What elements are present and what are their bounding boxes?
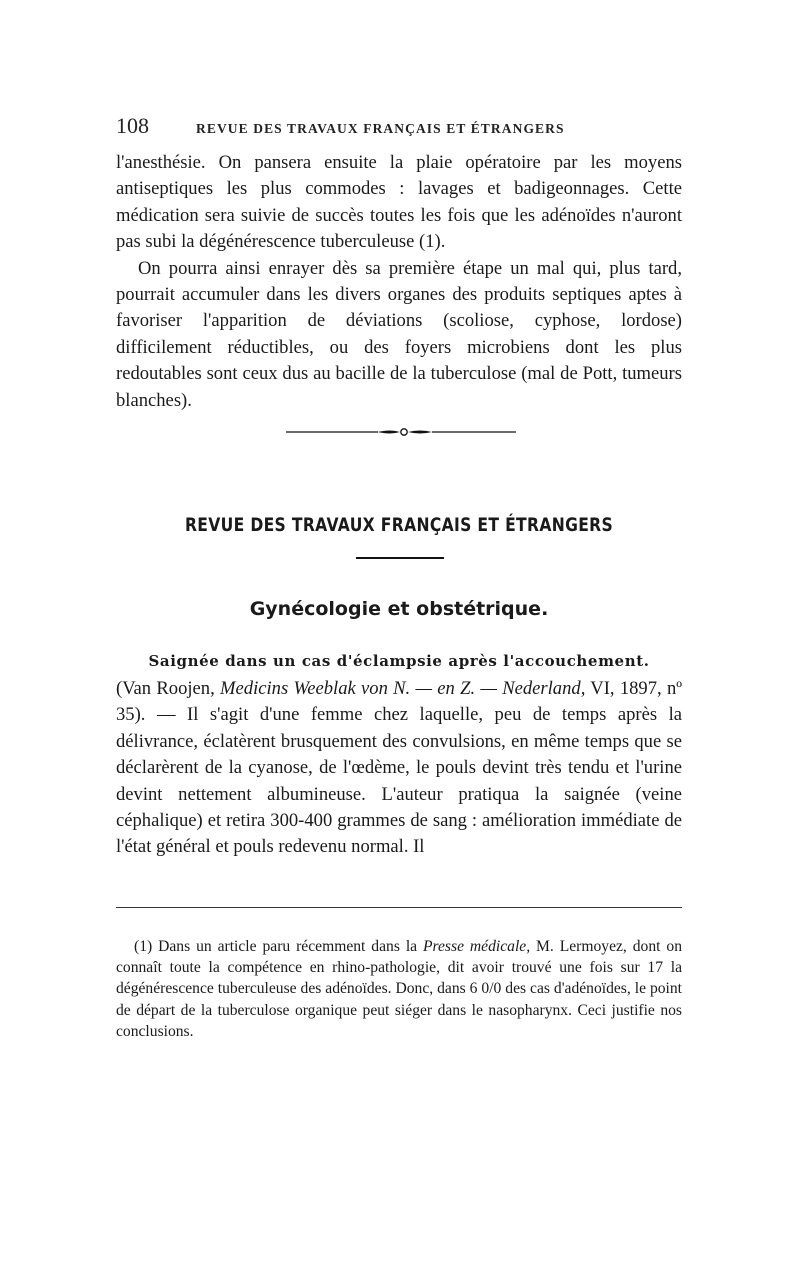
article-text: — Il s'agit d'une femme chez laquelle, peu de temps après la délivrance, éclatèrent brusquement des convulsions, en même temps que se déclarèrent de la cyanose, de l'œdème, le pouls devint très tendu et l'urine devint nettement albumineuse. L'auteur pratiqua la saignée (veine céphalique) et retira 300-400 grammes de sang : amélioration immédiate de l'état général et pouls redevenu normal. Il xyxy=(116,704,682,858)
footnote-marker: (1) xyxy=(134,938,153,955)
footnote-text-b: M. Lermoyez, dont on connaît toute la compétence en rhino-pathologie, dit avoir trouvé une fois sur 17 la dégénérescence tuberculeuse des adénoïdes. Donc, dans 6 0/0 des cas d'adénoïdes, le point de départ de la tuberculose organique peut siéger dans le nasopharynx. Ceci justifie nos conclusions. xyxy=(116,938,682,1040)
running-title: REVUE DES TRAVAUX FRANÇAIS ET ÉTRANGERS xyxy=(196,121,565,136)
article-ref-rest: VI, 1897, nº 35). xyxy=(116,678,683,726)
article-journal: Medicins Weeblak von N. — en Z. — Nederland, xyxy=(220,678,586,699)
intro-paragraph-1: l'anesthésie. On pansera ensuite la plaie opératoire par les moyens antiseptiques les plus commodes : lavages et badigeonnages. Cette médication sera suivie de succès toutes les fois que les adénoïdes n'auront pas subi la dégénérescence tuberculeuse (1). xyxy=(116,152,682,253)
footnote-text-a: Dans un article paru récemment dans la xyxy=(152,938,423,955)
article-ref-open: (Van Roojen, xyxy=(116,678,221,699)
page-number: 108 xyxy=(116,113,149,138)
article-body xyxy=(116,676,682,861)
ornament-divider xyxy=(286,425,516,439)
article-heading: Saignée dans un cas d'éclampsie après l'accouchement. xyxy=(148,652,650,670)
intro-paragraph-2: On pourra ainsi enrayer dès sa première étape un mal qui, plus tard, pourrait accumuler dans les divers organes des produits septiques aptes à favoriser l'apparition de déviations (scoliose, cyphose, lordose) difficilement réductibles, ou des foyers microbiens dont les plus redoutables sont ceux dus au bacille de la tuberculose (mal de Pott, tumeurs blanches). xyxy=(116,257,682,411)
section-rule xyxy=(356,557,444,559)
subsection-title: Gynécologie et obstétrique. xyxy=(249,598,549,620)
footnote-rule xyxy=(116,907,682,908)
section-title: REVUE DES TRAVAUX FRANÇAIS ET ÉTRANGERS xyxy=(184,514,614,536)
intro-text xyxy=(116,150,682,414)
footnote xyxy=(116,936,682,1042)
footnote-journal: Presse médicale, xyxy=(423,938,531,955)
running-head xyxy=(116,113,682,143)
article xyxy=(116,648,682,861)
